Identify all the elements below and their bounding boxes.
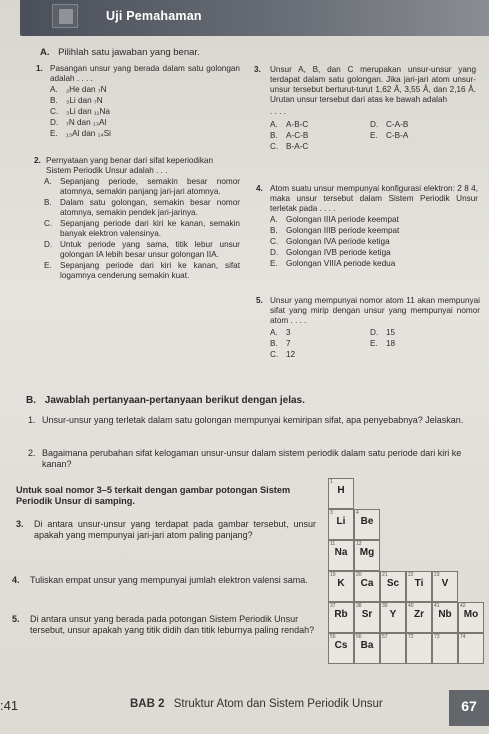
- element-symbol: Mg: [359, 547, 375, 558]
- option-a[interactable]: A. ₂He dan ₇N: [50, 85, 107, 94]
- essay-5: [12, 614, 316, 636]
- option-d[interactable]: D. 15: [370, 328, 396, 337]
- option-e[interactable]: E. C-B-A: [370, 131, 409, 140]
- question-5: [256, 296, 480, 360]
- page-number: 67: [449, 690, 489, 726]
- status-time: :41: [0, 698, 19, 713]
- header-badge-icon: [52, 4, 78, 28]
- element-cell: [432, 602, 458, 633]
- element-symbol: Rb: [334, 609, 348, 620]
- element-cell: [406, 633, 432, 664]
- element-symbol: Y: [389, 609, 397, 620]
- element-cell: [328, 509, 354, 540]
- option-a[interactable]: A. 3: [270, 328, 291, 337]
- question-text: Pernyataan yang benar dari sifat keperiodikan Sistem Periodik Unsur adalah . . .: [46, 156, 214, 175]
- essay-text: Unsur-unsur yang terletak dalam satu golongan mempunyai kemiripan sifat, apa penyebabnya? Jelaskan.: [42, 415, 464, 425]
- element-cell: [354, 602, 380, 633]
- atomic-number: 22: [408, 572, 414, 578]
- option-e[interactable]: E. Golongan VIIIA periode kedua: [270, 259, 396, 268]
- element-symbol: Cs: [334, 640, 348, 651]
- element-symbol: Be: [360, 516, 374, 527]
- question-number: 2.: [34, 156, 41, 165]
- essay-1: [28, 415, 480, 426]
- element-cell: [406, 571, 432, 602]
- atomic-number: 39: [382, 603, 388, 609]
- chapter-title: [130, 697, 383, 711]
- element-cell: [406, 602, 432, 633]
- element-cell: [328, 602, 354, 633]
- atomic-number: 23: [434, 572, 440, 578]
- atomic-number: 56: [356, 634, 362, 640]
- element-symbol: Ba: [360, 640, 374, 651]
- option-c[interactable]: C. Sepanjang periode dari kiri ke kanan, semakin banyak elektron valensinya.: [44, 219, 240, 238]
- atomic-number: 4: [356, 510, 359, 516]
- option-c[interactable]: C. ₃Li dan ₁₁Na: [50, 107, 110, 116]
- previous-page-edge: [0, 40, 20, 200]
- section-a-instruction: Pilihlah satu jawaban yang benar.: [58, 47, 200, 58]
- atomic-number: 42: [460, 603, 466, 609]
- option-b[interactable]: B. Golongan IIIB periode keempat: [270, 226, 400, 235]
- essay-text: Di antara unsur-unsur yang terdapat pada gambar tersebut, unsur apakah yang mempunyai jari-jari atom paling panjang?: [34, 519, 316, 540]
- element-symbol: K: [337, 578, 345, 589]
- atomic-number: 1: [330, 479, 333, 485]
- element-cell: [354, 571, 380, 602]
- essay-number: 5.: [12, 614, 20, 624]
- chapter-name: Struktur Atom dan Sistem Periodik Unsur: [173, 698, 383, 710]
- question-number: 5.: [256, 296, 263, 305]
- atomic-number: 11: [330, 541, 336, 547]
- element-symbol: Sr: [361, 609, 373, 620]
- element-symbol: Ti: [414, 578, 424, 589]
- question-number: 1.: [36, 64, 43, 73]
- essay-number: 3.: [16, 519, 24, 529]
- question-text: Unsur A, B, dan C merupakan unsur-unsur yang terdapat dalam satu golongan. Jika jari-jari atom unsur-unsur tersebut berturut-turut 1,62 Å, 3,55 Å, dan 2,16 Å. Urutan unsur tersebut dari atas ke bawah adalah: [270, 65, 476, 104]
- option-a[interactable]: A. Sepanjang periode, semakin besar nomor atomnya, semakin panjang jari-jari atomnya.: [44, 177, 240, 196]
- option-b[interactable]: B. 7: [270, 339, 291, 348]
- atomic-number: 19: [330, 572, 336, 578]
- element-cell: [458, 602, 484, 633]
- essay-text: Di antara unsur yang berada pada potongan Sistem Periodik Unsur tersebut, unsur apakah yang titik didih dan titik leburnya paling rendah?: [30, 614, 315, 635]
- element-symbol: Li: [336, 516, 346, 527]
- essay-4: [12, 575, 316, 586]
- section-a-label: A.: [40, 47, 50, 58]
- atomic-number: 12: [356, 541, 362, 547]
- option-b[interactable]: B. ₃Li dan ₇N: [50, 96, 103, 105]
- question-text: Pasangan unsur yang berada dalam satu golongan adalah . . . .: [50, 64, 240, 83]
- section-b-label: B.: [26, 395, 36, 406]
- option-e[interactable]: E. Sepanjang periode dari kiri ke kanan, sifat logamnya cenderung semakin kuat.: [44, 261, 240, 280]
- section-header: [20, 0, 489, 36]
- element-cell: [328, 478, 354, 509]
- atomic-number: 55: [330, 634, 336, 640]
- option-b[interactable]: B. A-C-B: [270, 131, 309, 140]
- atomic-number: 57: [382, 634, 388, 640]
- element-cell: [380, 571, 406, 602]
- element-cell: [328, 633, 354, 664]
- option-c[interactable]: C. 12: [270, 350, 296, 359]
- atomic-number: 21: [382, 572, 388, 578]
- essay-text: Tuliskan empat unsur yang mempunyai jumlah elektron valensi sama.: [30, 575, 308, 585]
- section-b-heading: [26, 395, 305, 407]
- option-e[interactable]: E. ₁₃Al dan ₁₄Si: [50, 129, 111, 138]
- element-symbol: Sc: [386, 578, 400, 589]
- element-symbol: Ca: [360, 578, 374, 589]
- essay-number: 4.: [12, 575, 20, 585]
- option-c[interactable]: C. Golongan IVA periode ketiga: [270, 237, 390, 246]
- element-cell: [458, 633, 484, 664]
- question-dots: . . . .: [270, 107, 286, 116]
- page-footer: [0, 680, 489, 734]
- question-number: 4.: [256, 184, 263, 193]
- element-symbol: H: [337, 485, 345, 496]
- section-b-instruction: Jawablah pertanyaan-pertanyaan berikut dengan jelas.: [44, 395, 305, 406]
- chapter-label: BAB 2: [130, 698, 165, 710]
- question-text: Unsur yang mempunyai nomor atom 11 akan mempunyai sifat yang mirip dengan unsur yang mempunyai nomor atom . . . .: [270, 296, 480, 325]
- question-text: Atom suatu unsur mempunyai konfigurasi elektron: 2 8 4, maka unsur tersebut dalam Sistem Periodik Unsur terletak pada . . . .: [270, 184, 478, 213]
- essay-2: [28, 448, 480, 470]
- essay-text: Bagaimana perubahan sifat kelogaman unsur-unsur dalam sistem periodik dalam satu periode dari kiri ke kanan?: [42, 448, 462, 469]
- section-a-heading: [40, 47, 200, 59]
- option-d[interactable]: D. ₇N dan ₁₃Al: [50, 118, 107, 127]
- element-symbol: Na: [334, 547, 348, 558]
- atomic-number: 37: [330, 603, 336, 609]
- element-symbol: Nb: [438, 609, 452, 620]
- question-number: 3.: [254, 65, 261, 74]
- element-cell: [354, 509, 380, 540]
- element-cell: [432, 633, 458, 664]
- atomic-number: 20: [356, 572, 362, 578]
- atomic-number: 38: [356, 603, 362, 609]
- option-a[interactable]: A. A-B-C: [270, 120, 309, 129]
- question-4: [256, 184, 478, 269]
- option-d[interactable]: D. Golongan IVB periode ketiga: [270, 248, 391, 257]
- option-e[interactable]: E. 18: [370, 339, 396, 348]
- essay-number: 2.: [28, 448, 36, 458]
- essay-number: 1.: [28, 415, 36, 425]
- atomic-number: 73: [434, 634, 440, 640]
- atomic-number: 40: [408, 603, 414, 609]
- option-c[interactable]: C. B-A-C: [270, 142, 309, 151]
- atomic-number: 3: [330, 510, 333, 516]
- element-symbol: Zr: [414, 609, 424, 620]
- element-symbol: V: [441, 578, 449, 589]
- element-cell: [354, 633, 380, 664]
- option-a[interactable]: A. Golongan IIIA periode keempat: [270, 215, 399, 224]
- periodic-table-fragment: [328, 478, 480, 668]
- atomic-number: 74: [460, 634, 466, 640]
- element-cell: [380, 602, 406, 633]
- element-cell: [432, 571, 458, 602]
- option-d[interactable]: D. Untuk periode yang sama, titik lebur unsur golongan IA lebih besar unsur golongan IIA.: [44, 240, 240, 259]
- atomic-number: 72: [408, 634, 414, 640]
- header-title: Uji Pemahaman: [106, 9, 202, 23]
- option-d[interactable]: D. C-A-B: [370, 120, 409, 129]
- option-b[interactable]: B. Dalam satu golongan, semakin besar nomor atomnya, semakin pendek jari-jarinya.: [44, 198, 240, 217]
- essay-3: [16, 519, 316, 541]
- question-2: [34, 156, 240, 281]
- essay-intro: Untuk soal nomor 3–5 terkait dengan gambar potongan Sistem Periodik Unsur di samping.: [16, 485, 291, 507]
- element-cell: [380, 633, 406, 664]
- element-cell: [328, 540, 354, 571]
- element-cell: [328, 571, 354, 602]
- question-3: [254, 65, 476, 152]
- question-1: [36, 64, 240, 139]
- atomic-number: 41: [434, 603, 440, 609]
- element-cell: [354, 540, 380, 571]
- element-symbol: Mo: [463, 609, 479, 620]
